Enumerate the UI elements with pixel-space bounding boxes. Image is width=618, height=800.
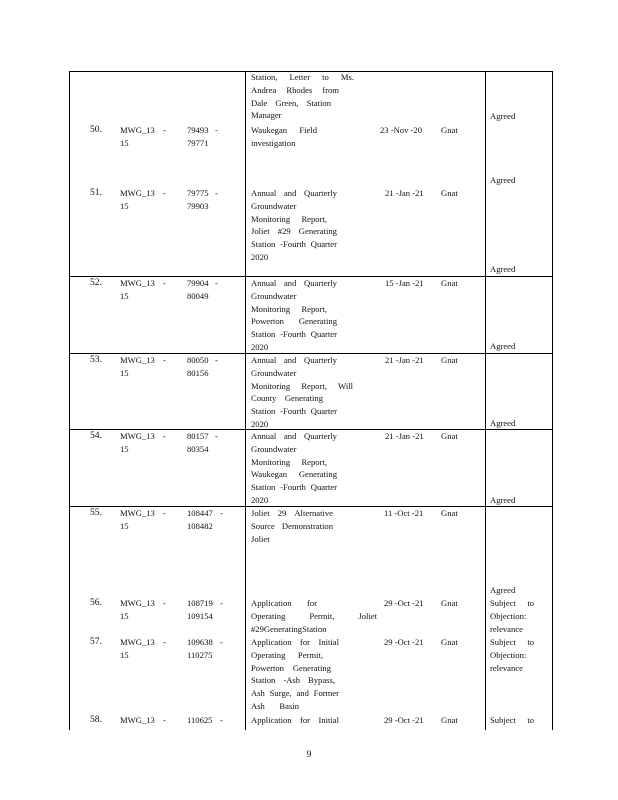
response: Agreed xyxy=(490,175,516,185)
separator-dash: - xyxy=(163,431,166,441)
date: 23 -Nov -20 xyxy=(380,125,423,135)
deposition-id: MWG_13 xyxy=(120,125,155,135)
bates-start: 108447 xyxy=(187,508,213,518)
response: Agreed xyxy=(490,264,516,274)
bates-start: 108719 xyxy=(187,598,213,608)
row-number: 51. xyxy=(90,187,102,198)
row-number: 54. xyxy=(90,430,102,441)
desc-cell: Application for Initial xyxy=(251,715,339,725)
bates-dash: - xyxy=(220,598,223,608)
author: Gnat xyxy=(441,431,458,441)
author: Gnat xyxy=(441,598,458,608)
author: Gnat xyxy=(441,715,458,725)
separator-dash: - xyxy=(163,125,166,135)
deposition-id-suffix: 15 xyxy=(120,444,129,454)
separator-dash: - xyxy=(163,188,166,198)
deposition-id-suffix: 15 xyxy=(120,650,129,660)
row-number: 50. xyxy=(90,124,102,135)
page-number: 9 xyxy=(306,749,312,760)
response: Agreed xyxy=(490,418,516,428)
date: 29 -Oct -21 xyxy=(384,637,424,647)
response-column-left-border xyxy=(485,71,486,730)
bates-start: 80157 xyxy=(187,431,209,441)
response: Agreed xyxy=(490,111,516,121)
author: Gnat xyxy=(441,125,458,135)
separator-dash: - xyxy=(163,355,166,365)
bates-end: 79903 xyxy=(187,201,209,211)
desc-cell: Application for Operating Permit, Joliet #29GeneratingStation xyxy=(251,598,377,634)
desc-cell: Annual and Quarterly Groundwater Monitoring Report, Waukegan Generating Station -Fourth Quarter 2020 xyxy=(251,431,337,505)
deposition-id: MWG_13 xyxy=(120,508,155,518)
desc-cell: Waukegan Field investigation xyxy=(251,125,317,148)
deposition-id-suffix: 15 xyxy=(120,201,129,211)
deposition-id: MWG_13 xyxy=(120,431,155,441)
date: 29 -Oct -21 xyxy=(384,598,424,608)
bates-end: 80049 xyxy=(187,291,209,301)
date: 11 -Oct -21 xyxy=(384,508,424,518)
bates-dash: - xyxy=(215,431,218,441)
deposition-id: MWG_13 xyxy=(120,278,155,288)
date: 21 -Jan -21 xyxy=(385,188,424,198)
bates-start: 80050 xyxy=(187,355,209,365)
author: Gnat xyxy=(441,508,458,518)
deposition-id: MWG_13 xyxy=(120,637,155,647)
bates-end: 109154 xyxy=(187,611,213,621)
bates-start: 109638 xyxy=(187,637,213,647)
bates-dash: - xyxy=(215,278,218,288)
desc-cell: Application for Initial Operating Permit, Powerton Generating Station -Ash Bypass, Ash Surge, and Former Ash Basin xyxy=(251,637,339,711)
bates-end: 80156 xyxy=(187,368,209,378)
bates-dash: - xyxy=(215,188,218,198)
bates-dash: - xyxy=(220,508,223,518)
author: Gnat xyxy=(441,355,458,365)
response: Subject to xyxy=(490,715,534,725)
table-left-border xyxy=(69,71,70,730)
author: Gnat xyxy=(441,278,458,288)
response: Subject to Objection: relevance xyxy=(490,637,534,673)
response: Agreed xyxy=(490,341,516,351)
date: 21 -Jan -21 xyxy=(385,355,424,365)
date: 21 -Jan -21 xyxy=(385,431,424,441)
date: 15 -Jan -21 xyxy=(385,278,424,288)
bates-dash: - xyxy=(220,715,223,725)
bates-start: 79775 xyxy=(187,188,209,198)
deposition-id: MWG_13 xyxy=(120,598,155,608)
bates-end: 80354 xyxy=(187,444,209,454)
desc-cell: Joliet 29 Alternative Source Demonstration Joliet xyxy=(251,508,333,544)
bates-start: 110625 xyxy=(187,715,213,725)
author: Gnat xyxy=(441,637,458,647)
separator-dash: - xyxy=(163,637,166,647)
desc-cell: Annual and Quarterly Groundwater Monitoring Report, Will County Generating Station -Fourth Quarter 2020 xyxy=(251,355,353,429)
table-right-border xyxy=(552,71,553,730)
row-number: 53. xyxy=(90,354,102,365)
separator-dash: - xyxy=(163,278,166,288)
separator-dash: - xyxy=(163,715,166,725)
deposition-id-suffix: 15 xyxy=(120,138,129,148)
desc-cell: Station, Letter to Ms. Andrea Rhodes from Dale Green, Station Manager xyxy=(251,72,354,121)
row-number: 52. xyxy=(90,277,102,288)
bates-dash: - xyxy=(215,125,218,135)
bates-end: 79771 xyxy=(187,138,209,148)
response: Agreed xyxy=(490,495,516,505)
deposition-id-suffix: 15 xyxy=(120,611,129,621)
row-number: 55. xyxy=(90,507,102,518)
deposition-id-suffix: 15 xyxy=(120,291,129,301)
bates-end: 110275 xyxy=(187,650,213,660)
deposition-id: MWG_13 xyxy=(120,188,155,198)
bates-end: 108482 xyxy=(187,521,213,531)
row-number: 56. xyxy=(90,597,102,608)
bates-dash: - xyxy=(215,355,218,365)
author: Gnat xyxy=(441,188,458,198)
deposition-id: MWG_13 xyxy=(120,355,155,365)
date: 29 -Oct -21 xyxy=(384,715,424,725)
separator-dash: - xyxy=(163,508,166,518)
bates-dash: - xyxy=(220,637,223,647)
bates-start: 79904 xyxy=(187,278,209,288)
separator-dash: - xyxy=(163,598,166,608)
desc-cell: Annual and Quarterly Groundwater Monitoring Report, Powerton Generating Station -Fourth Quarter 2020 xyxy=(251,278,337,352)
deposition-id: MWG_13 xyxy=(120,715,155,725)
response: Agreed xyxy=(490,585,516,595)
description-column-left-border xyxy=(245,71,246,730)
bates-start: 79493 xyxy=(187,125,209,135)
response: Subject to Objection: relevance xyxy=(490,598,534,634)
deposition-id-suffix: 15 xyxy=(120,521,129,531)
deposition-id-suffix: 15 xyxy=(120,368,129,378)
row-number: 57. xyxy=(90,636,102,647)
row-number: 58. xyxy=(90,714,102,725)
desc-cell: Annual and Quarterly Groundwater Monitoring Report, Joliet #29 Generating Station -Fourth Quarter 2020 xyxy=(251,188,337,262)
